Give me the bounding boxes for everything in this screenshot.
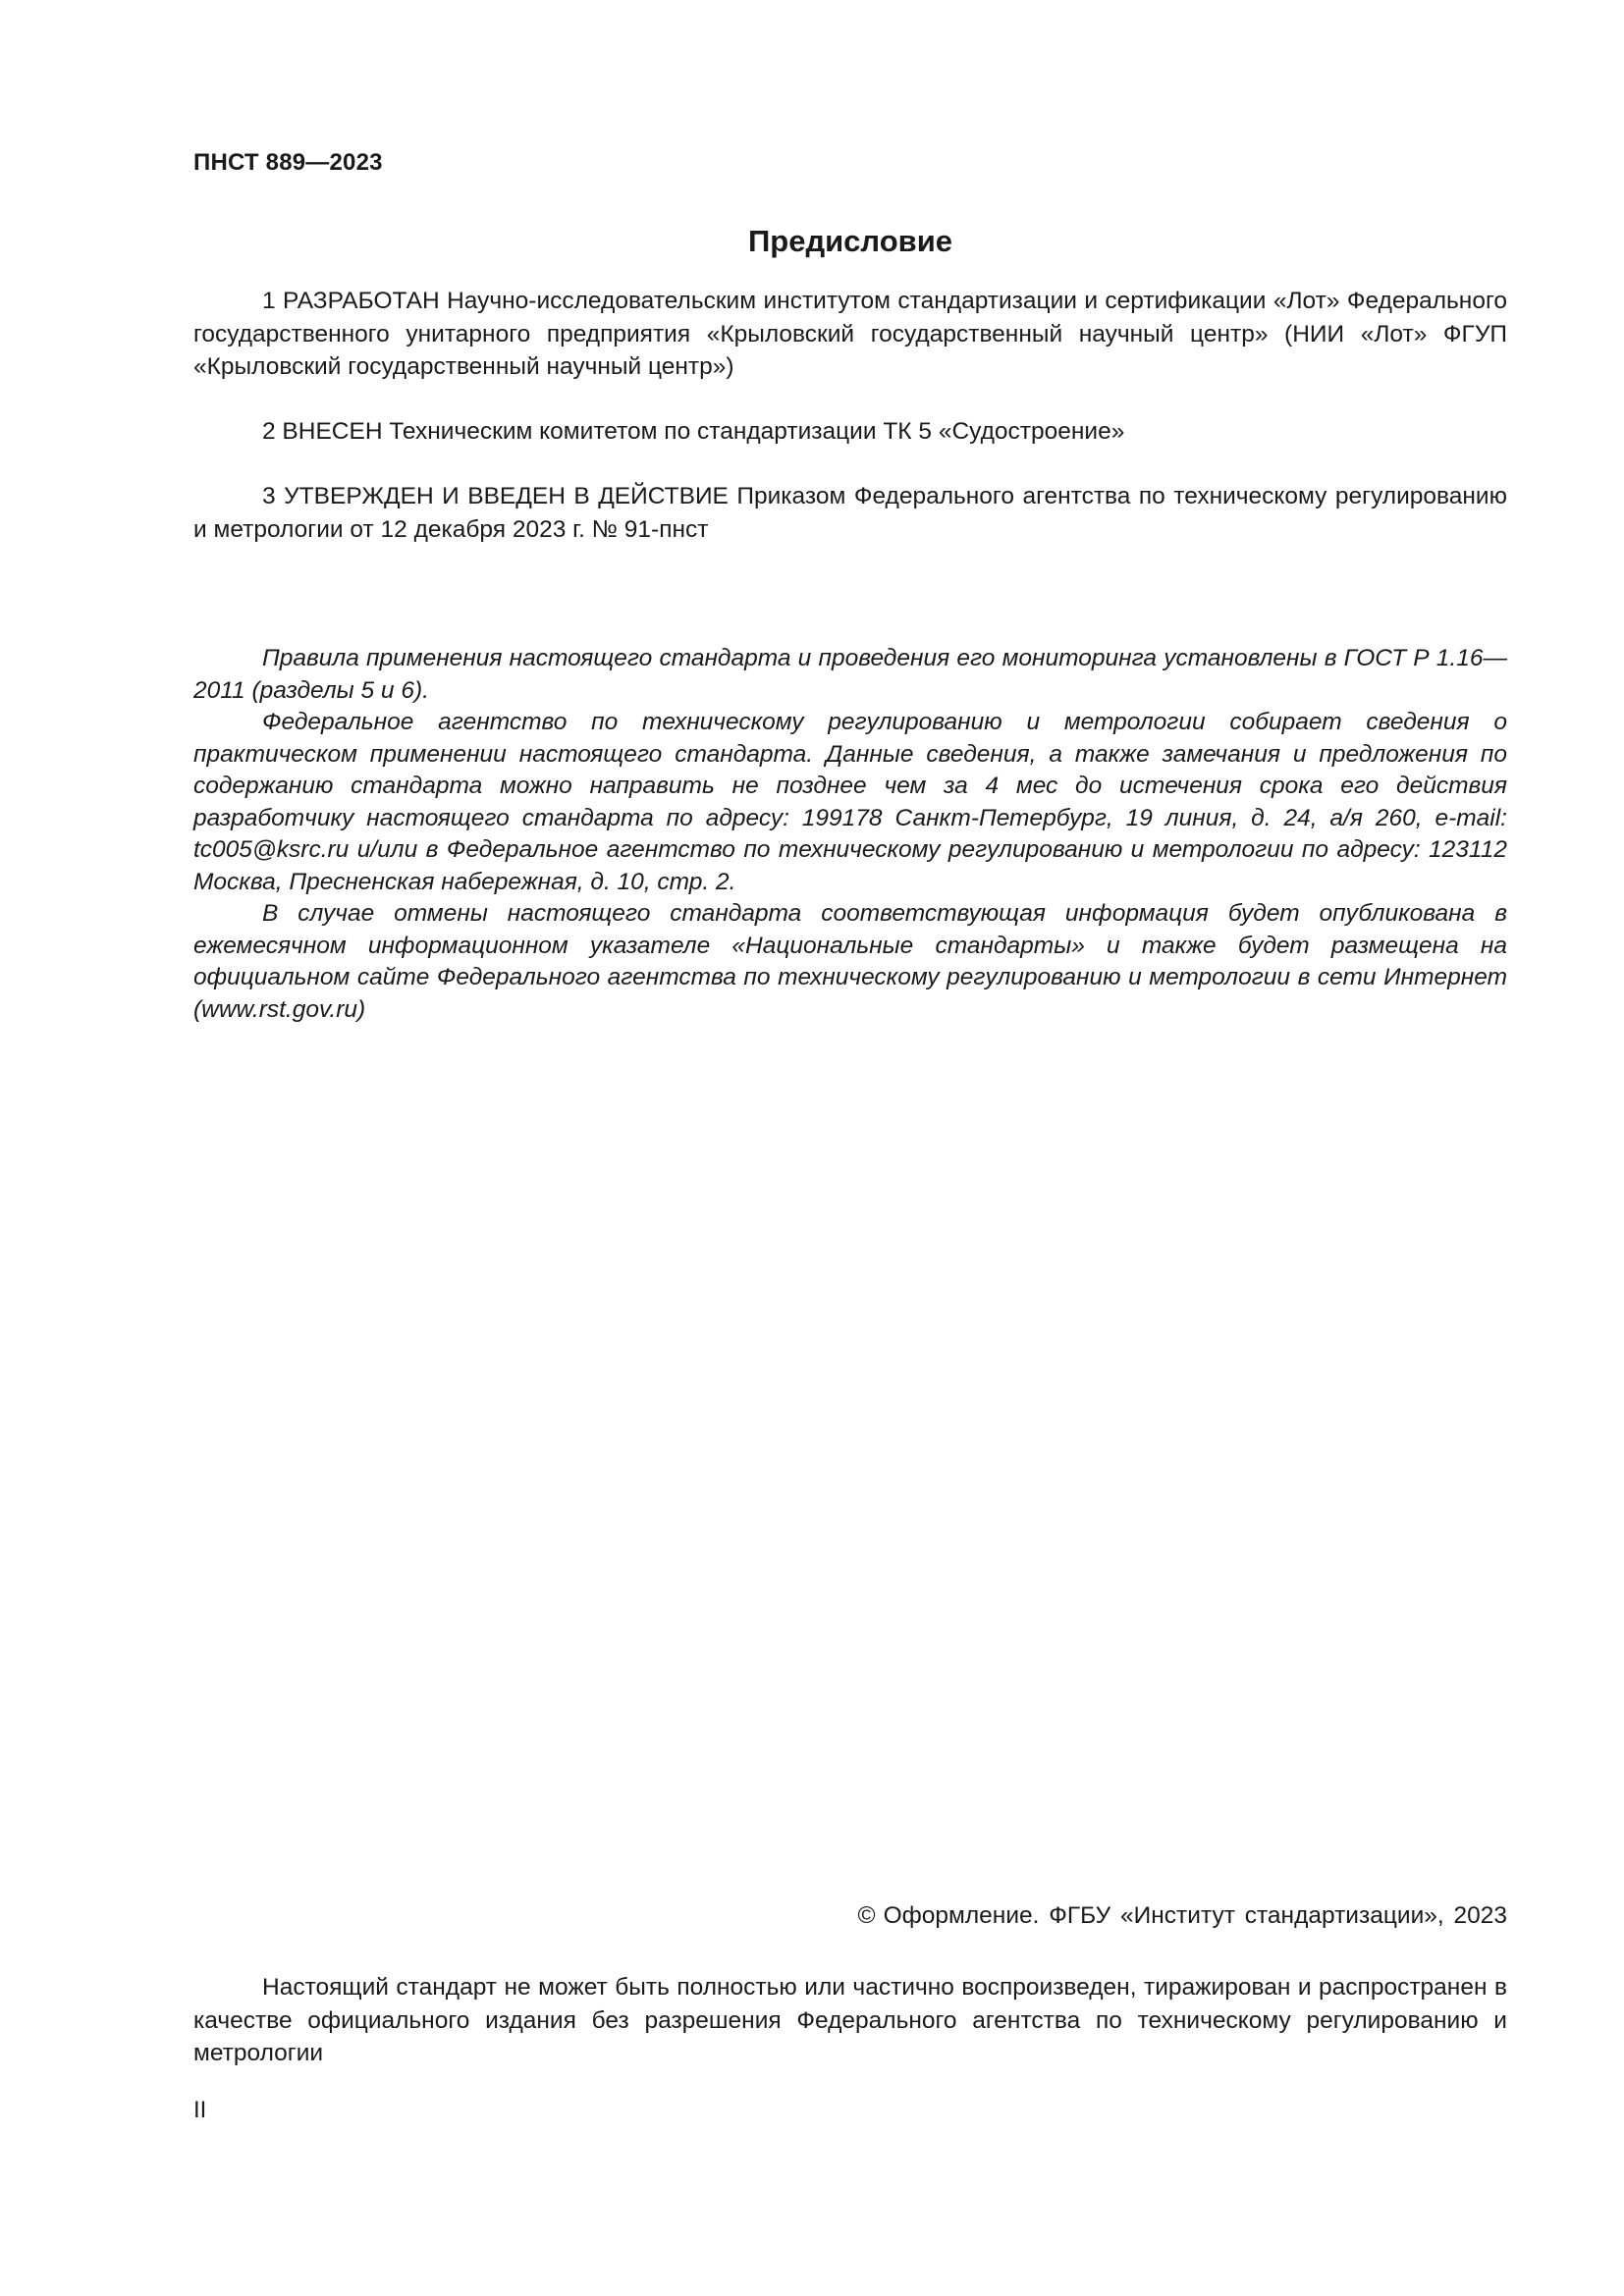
copyright-icon: © — [857, 1902, 876, 1929]
copyright-text: Оформление. ФГБУ «Институт стандартизации», 2023 — [883, 1902, 1507, 1929]
page-title: Предисловие — [747, 224, 952, 258]
foreword-item-3: 3 УТВЕРЖДЕН И ВВЕДЕН В ДЕЙСТВИЕ Приказом Федерального агентства по техническому регулированию и метрологии от 12 декабря 2023 г. № 91-пнст — [193, 483, 1507, 543]
rules-paragraph-3: В случае отмены настоящего стандарта соответствующая информация будет опубликована в ежемесячном информационном указателе «Национальные стандарты» и также будет размещена на официальном сайте Федерального агентства по техническому регулированию и метрологии в сети Интернет (www.rst.gov.ru) — [193, 900, 1507, 1023]
copyright-line — [193, 1902, 1507, 1930]
reproduction-notice: Настоящий стандарт не может быть полностью или частично воспроизведен, тиражирован и распространен в качестве официального издания без разрешения Федерального агентства по техническому регулированию и метрологии — [193, 1974, 1507, 2066]
page-number: II — [193, 2097, 207, 2123]
document-code: ПНСТ 889—2023 — [193, 149, 383, 176]
rules-block — [193, 643, 1507, 1026]
foreword-item-1: 1 РАЗРАБОТАН Научно-исследовательским институтом стандартизации и сертификации «Лот» Федерального государственного унитарного предприятия «Крыловский государственный научный центр» (НИИ «Лот» ФГУП «Крыловский государственный научный центр») — [193, 288, 1507, 380]
rules-paragraph-2: Федеральное агентство по техническому регулированию и метрологии собирает сведения о практическом применении настоящего стандарта. Данные сведения, а также замечания и предложения по содержанию стандарта можно направить не позднее чем за 4 мес до истечения срока его действия разработчику настоящего стандарта по адресу: 199178 Санкт-Петербург, 19 линия, д. 24, а/я 260, e-mail: tc005@ksrc.ru и/или в Федеральное агентство по техническому регулированию и метрологии по адресу: 123112 Москва, Пресненская набережная, д. 10, стр. 2. — [193, 709, 1507, 895]
foreword-item-2: 2 ВНЕСЕН Техническим комитетом по стандартизации ТК 5 «Судостроение» — [262, 418, 1125, 445]
rules-paragraph-1: Правила применения настоящего стандарта и проведения его мониторинга установлены в ГОСТ Р 1.16—2011 (разделы 5 и 6). — [193, 645, 1507, 704]
